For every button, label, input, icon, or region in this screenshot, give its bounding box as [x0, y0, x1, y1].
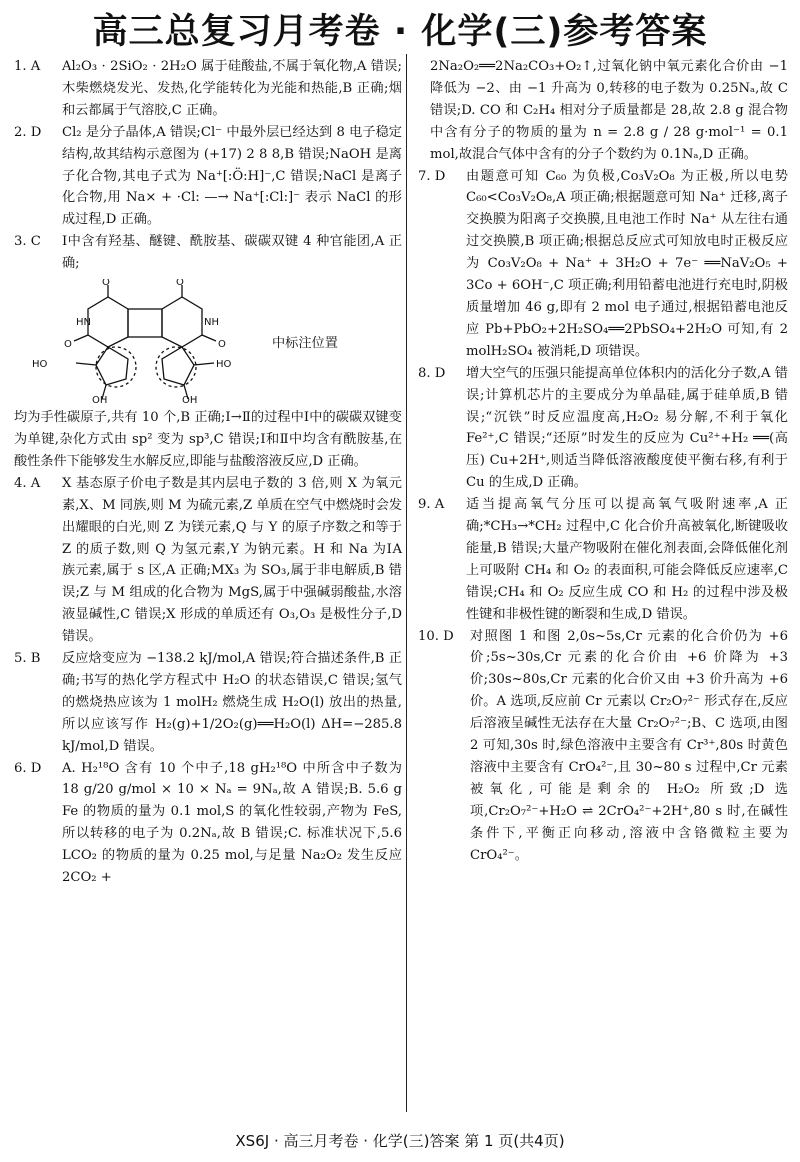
answer-text: 反应焓变应为 −138.2 kJ/mol,A 错误;符合描述条件,B 正确;书写的热化学方程式中 H₂O 的状态错误,C 错误;氢气的燃烧热应该为 1 molH₂ 燃烧生成 H₂O(l) 放出的热量,所以应该写作 H₂(g)+1/2O₂(g)══H₂O(l) ΔH=−285.8 kJ/mol,D 错误。: [62, 651, 402, 754]
answer-item-9: [418, 494, 788, 625]
answer-number: 8. D: [418, 365, 446, 381]
answer-text: 2Na₂O₂══2Na₂CO₃+O₂↑,过氧化钠中氧元素化合价由 −1 降低为 −2、由 −1 升高为 0,转移的电子数为 0.25Nₐ,故 C 错误;D. CO 和 C₂H₄ 相对分子质量都是 28,故 2.8 g 混合物中含有分子的物质的量为 n = 2.8 g / 28 g·mol⁻¹ = 0.1 mol,故混合气体中含有的分子个数约为 0.1Nₐ,D 正确。: [430, 59, 788, 162]
answer-item-6-continued: [418, 56, 788, 166]
diagram-caption: 中标注位置: [272, 336, 338, 352]
answer-text: 均为手性碳原子,共有 10 个,B 正确;Ⅰ→Ⅱ的过程中Ⅰ中的碳碳双键变为单键,杂化方式由 sp² 变为 sp³,C 错误;Ⅰ和Ⅱ中均含有酰胺基,在酸性条件下能够发生水解反应,即能与盐酸溶液反应,D 正确。: [14, 410, 402, 469]
answer-number: 10. D: [418, 628, 454, 644]
hydroxyl-label: HO: [32, 359, 48, 371]
answer-text: 适当提高氧气分压可以提高氧气吸附速率,A 正确;*CH₃→*CH₂ 过程中,C 化合价升高被氧化,断键吸收能量,B 错误;大量产物吸附在催化剂表面,会降低催化剂上可吸附 CH₄ 和 O₂ 的表面积,可能会降低反应速率,C 错误;CH₄ 和 O₂ 反应生成 CO 和 H₂ 的过程中涉及极性键和非极性键的断裂和生成,D 错误。: [466, 497, 788, 622]
answer-text: 由题意可知 C₆₀ 为负极,Co₃V₂O₈ 为正极,所以电势 C₆₀<Co₃V₂O₈,A 项正确;根据题意可知 Na⁺ 迁移,离子交换膜为阳离子交换膜,且电池工作时 Na⁺ 从左往右通过交换膜,B 项正确;根据总反应式可知放电时正极反应为 Co₃V₂O₈ + Na⁺ + 3H₂O + 7e⁻ ══NaV₂O₅ + 3Co + 6OH⁻,C 项正确;利用铅蓄电池进行充电时,阴极质量增加 46 g,即有 2 mol 电子通过,根据铅蓄电池反应 Pb+PbO₂+2H₂SO₄══2PbSO₄+2H₂O 可知,有 2 molH₂SO₄ 被消耗,D 项错误。: [466, 168, 788, 359]
hydroxyl-label: OH: [182, 395, 198, 406]
column-divider: [406, 54, 407, 1112]
answer-text: 增大空气的压强只能提高单位体积内的活化分子数,A 错误;计算机芯片的主要成分为单晶硅,属于硅单质,B 错误;“沉铁”时反应温度高,H₂O₂ 易分解,不利于氧化 Fe²⁺,C 错误;“还原”时发生的反应为 Cu²⁺+H₂ ══(高压) Cu+2H⁺,则适当降低溶液酸度使平衡右移,有利于 Cu 的生成,D 正确。: [466, 365, 788, 491]
answer-number: 4. A: [14, 475, 41, 491]
hydroxyl-label: OH: [92, 395, 108, 406]
carbonyl-o-label: O: [176, 279, 184, 289]
page-title: 高三总复习月考卷 · 化学(三)参考答案: [92, 12, 708, 52]
left-column: [14, 56, 402, 889]
answer-text: X 基态原子价电子数是其内层电子数的 3 倍,则 X 为氧元素,X、M 同族,则 M 为硫元素,Z 单质在空气中燃烧时会发出耀眼的白光,则 Z 为镁元素,Q 与 Y 的原子序数之和等于 Z 的质子数,则 Q 为氢元素,Y 为钠元素。H 和 Na 为ⅠA 族元素,属于 s 区,A 正确;MX₃ 为 SO₃,属于非电解质,B 错误;Z 与 M 组成的化合物为 MgS,属于中强碱弱酸盐,水溶液显碱性,C 错误;X 形成的单质还有 O₃,O₃ 是极性分子,D 错误。: [62, 475, 402, 645]
answer-text: 对照图 1 和图 2,0s~5s,Cr 元素的化合价仍为 +6 价;5s~30s,Cr 元素的化合价由 +6 价降为 +3 价;30s~80s,Cr 元素的化合价又由 +3 价升高为 +6 价。A 选项,反应前 Cr 元素以 Cr₂O₇²⁻ 形式存在,反应后溶液呈碱性无法存在大量 Cr₂O₇²⁻;B、C 选项,由图 2 可知,30s 时,绿色溶液中主要含有 Cr³⁺,80s 时黄色溶液中主要含有 CrO₄²⁻,且 30~80 s 过程中,Cr 元素被氧化,可能是剩余的 H₂O₂ 所致;D 选项,Cr₂O₇²⁻+H₂O ⇌ 2CrO₄²⁻+2H⁺,80 s 时,在碱性条件下,平衡正向移动,溶液中含铬微粒主要为 CrO₄²⁻。: [470, 628, 788, 863]
answer-item-2: [14, 122, 402, 232]
hydroxyl-label: HO: [216, 359, 232, 371]
answer-text: Cl₂ 是分子晶体,A 错误;Cl⁻ 中最外层已经达到 8 电子稳定结构,故其结构示意图为 (+17) 2 8 8,B 错误;NaOH 是离子化合物,其电子式为 Na⁺[:Ö:H]⁻,C 错误;NaCl 是离子化合物,用 Na× + ·Cl: —→ Na⁺[:Cl:]⁻ 表示 NaCl 的形成过程,D 正确。: [62, 124, 402, 228]
answer-number: 6. D: [14, 760, 42, 776]
answer-item-8: [418, 363, 788, 494]
carbonyl-o-label: O: [64, 339, 72, 351]
answer-text: Al₂O₃ · 2SiO₂ · 2H₂O 属于硅酸盐,不属于氧化物,A 错误;木柴燃烧发光、发热,化学能转化为光能和热能,B 正确;烟和云都属于气溶胶,C 正确。: [62, 59, 402, 118]
answer-item-7: [418, 166, 788, 363]
right-column: [418, 56, 788, 867]
answer-number: 3. C: [14, 234, 41, 250]
answer-item-4: [14, 473, 402, 648]
answer-text: Ⅰ中含有羟基、醚键、酰胺基、碳碳双键 4 种官能团,A 正确;: [62, 234, 402, 272]
carbonyl-o-label: O: [218, 339, 226, 351]
answer-item-5: [14, 648, 402, 758]
answer-item-1: [14, 56, 402, 122]
answer-item-3-continued: [14, 407, 402, 473]
answer-number: 1. A: [14, 59, 41, 74]
carbonyl-o-label: O: [102, 279, 110, 289]
answer-number: 7. D: [418, 168, 446, 184]
answer-number: 9. A: [418, 497, 445, 513]
answer-item-10: [418, 626, 788, 867]
nh-label: HN: [76, 317, 91, 329]
nh-label: NH: [204, 317, 219, 329]
answer-number: 5. B: [14, 651, 41, 667]
answer-text: A. H₂¹⁸O 含有 10 个中子,18 gH₂¹⁸O 中所含中子数为 18 g/20 g/mol × 10 × Nₐ = 9Nₐ,故 A 错误;B. 5.6 g Fe 的物质的量为 0.1 mol,S 的氧化性较弱,产物为 FeS,所以转移的电子为 0.2Nₐ,故 B 错误;C. 标准状况下,5.6 LCO₂ 的物质的量为 0.25 mol,与足量 Na₂O₂ 发生反应 2CO₂ +: [62, 760, 402, 886]
answer-number: 2. D: [14, 124, 42, 140]
answer-item-6: [14, 758, 402, 889]
answer-item-3: [14, 231, 402, 275]
page-footer: XS6J · 高三月考卷 · 化学(三)答案 第 1 页(共4页): [235, 1132, 565, 1150]
molecule-structure-svg: [30, 279, 270, 405]
molecule-structure-diagram: [30, 279, 390, 405]
